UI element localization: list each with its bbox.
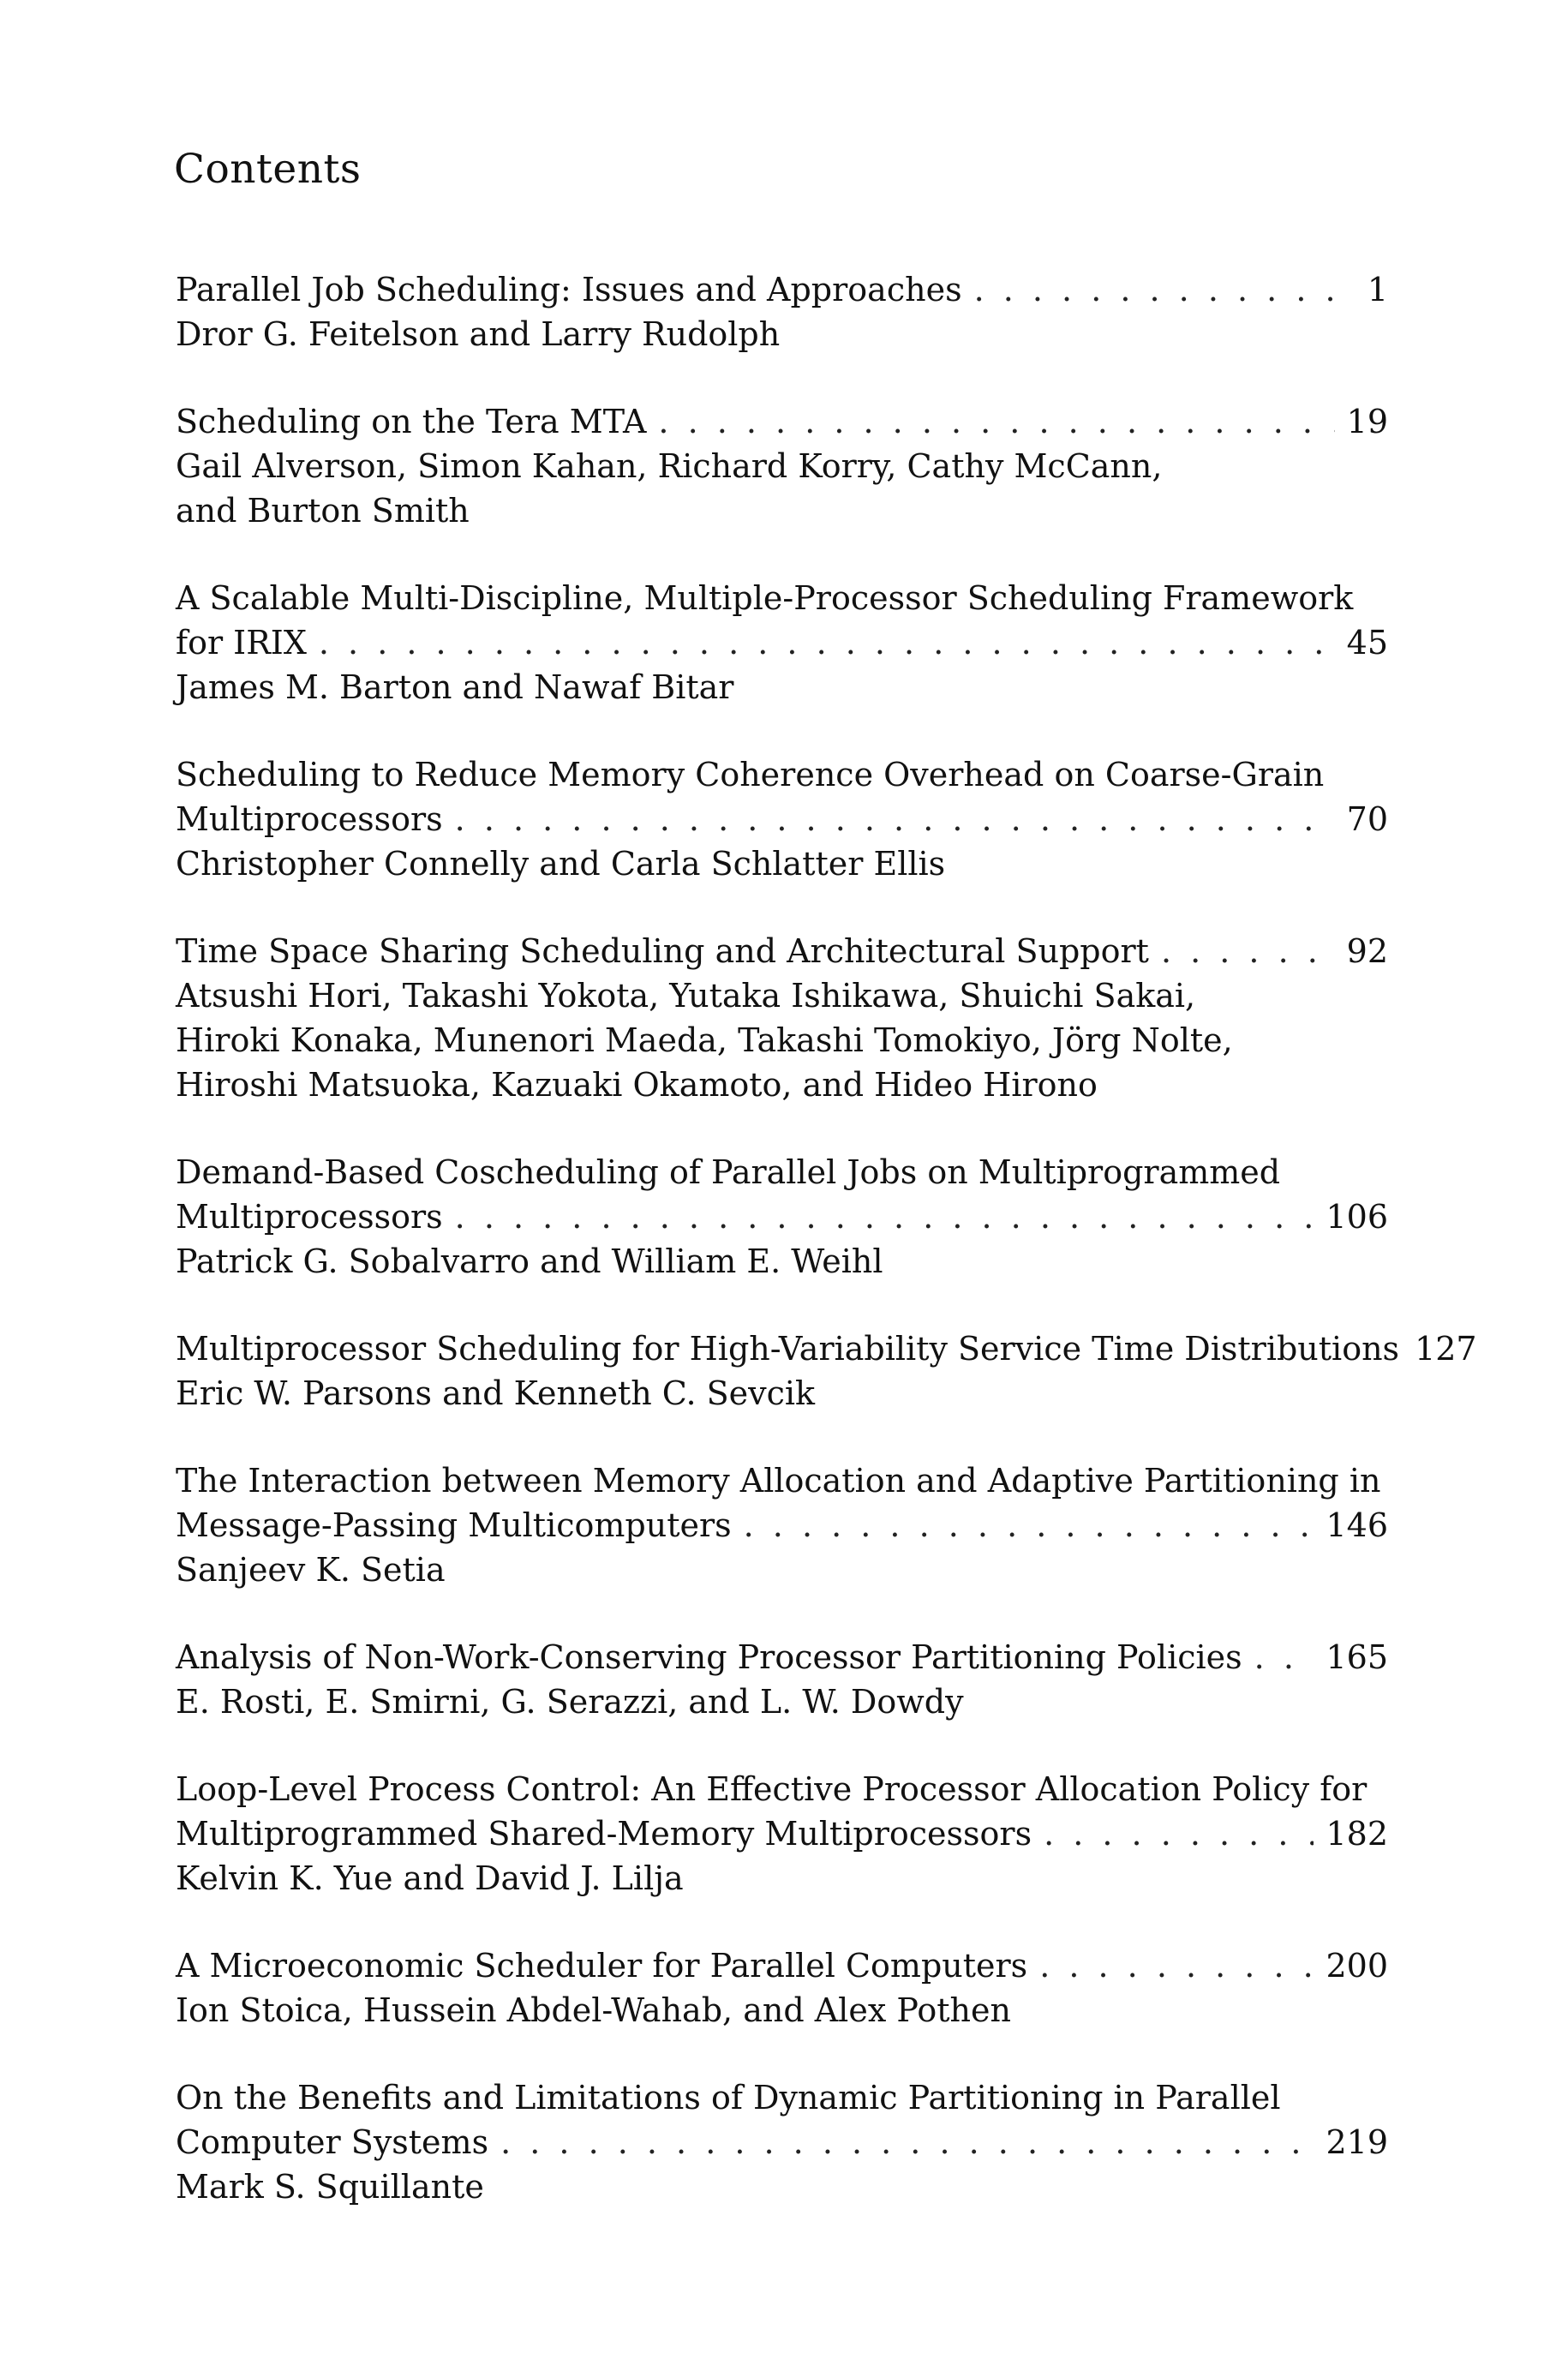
toc-entry-title: Computer Systems (176, 2123, 489, 2161)
toc-page-number: 200 (1326, 1947, 1388, 1985)
toc-entry (176, 399, 1388, 533)
dot-leader (1044, 1811, 1314, 1856)
toc-entry-title: Multiprocessors (176, 1198, 443, 1236)
table-of-contents (176, 267, 1477, 2252)
toc-entry-title: Parallel Job Scheduling: Issues and Approaches (176, 271, 962, 308)
toc-entry (176, 2075, 1388, 2209)
toc-entry (176, 1326, 1477, 1416)
toc-page-number: 219 (1326, 2123, 1388, 2161)
toc-page-number: 45 (1346, 624, 1388, 662)
toc-entry-title: for IRIX (176, 624, 307, 662)
dot-leader (1161, 929, 1335, 973)
dot-leader (1039, 1943, 1314, 1988)
toc-entry-title: Analysis of Non-Work-Conserving Processor Partitioning Policies (176, 1638, 1242, 1676)
toc-entry-title: Multiprocessor Scheduling for High-Variability Service Time Distributions (176, 1330, 1400, 1368)
dot-leader (974, 267, 1356, 312)
toc-title-line (176, 1635, 1388, 1679)
dot-leader (1254, 1635, 1314, 1679)
toc-entry-authors: Hiroki Konaka, Munenori Maeda, Takashi Tomokiyo, Jörg Nolte, (176, 1021, 1233, 1059)
toc-entry (176, 1458, 1388, 1592)
toc-entry (176, 1943, 1388, 2033)
toc-entry-authors: Gail Alverson, Simon Kahan, Richard Korry, Cathy McCann, (176, 447, 1163, 485)
toc-title-line (176, 2120, 1388, 2164)
toc-entry-authors: Kelvin K. Yue and David J. Lilja (176, 1859, 684, 1897)
toc-title-line (176, 1811, 1388, 1856)
toc-entry-title: A Scalable Multi-Discipline, Multiple-Processor Scheduling Framework (176, 579, 1354, 617)
toc-title-line (176, 929, 1388, 973)
toc-title-line (176, 1767, 1388, 1811)
toc-title-line (176, 1503, 1388, 1548)
toc-page-number: 182 (1326, 1815, 1388, 1853)
toc-entry-title: Scheduling on the Tera MTA (176, 403, 647, 440)
toc-entry-title: Multiprogrammed Shared-Memory Multiprocessors (176, 1815, 1032, 1853)
dot-leader (319, 620, 1335, 665)
toc-title-line (176, 1194, 1388, 1239)
toc-entry-title: The Interaction between Memory Allocation and Adaptive Partitioning in (176, 1462, 1381, 1500)
toc-title-line (176, 1150, 1388, 1194)
toc-entry-title: On the Benefits and Limitations of Dynamic Partitioning in Parallel (176, 2079, 1281, 2117)
toc-entry-authors: Ion Stoica, Hussein Abdel-Wahab, and Alex Pothen (176, 1991, 1011, 2029)
dot-leader (455, 1194, 1314, 1239)
toc-entry-authors: Mark S. Squillante (176, 2168, 484, 2206)
toc-title-line (176, 2075, 1388, 2120)
dot-leader (455, 797, 1335, 841)
toc-entry-authors: Sanjeev K. Setia (176, 1551, 446, 1589)
toc-page-number: 127 (1415, 1330, 1477, 1368)
toc-title-line (176, 620, 1388, 665)
toc-title-line (176, 576, 1388, 620)
toc-entry-authors: and Burton Smith (176, 492, 470, 530)
dot-leader (744, 1503, 1314, 1548)
toc-title-line (176, 1943, 1388, 1988)
toc-entry (176, 1635, 1388, 1724)
toc-entry-authors: Eric W. Parsons and Kenneth C. Sevcik (176, 1374, 816, 1412)
toc-title-line (176, 399, 1388, 444)
toc-page-number: 146 (1326, 1506, 1388, 1544)
toc-entry-authors: Christopher Connelly and Carla Schlatter Ellis (176, 845, 946, 883)
toc-entry-title: Multiprocessors (176, 800, 443, 838)
toc-page-number: 19 (1346, 403, 1388, 440)
toc-entry-authors: Dror G. Feitelson and Larry Rudolph (176, 315, 781, 353)
toc-page-number: 165 (1326, 1638, 1388, 1676)
toc-entry-authors: Atsushi Hori, Takashi Yokota, Yutaka Ishikawa, Shuichi Sakai, (176, 977, 1196, 1015)
toc-entry (176, 752, 1388, 886)
toc-page-number: 92 (1346, 932, 1388, 970)
toc-entry (176, 1767, 1388, 1901)
toc-title-line (176, 752, 1388, 797)
toc-page-number: 106 (1326, 1198, 1388, 1236)
toc-title-line (176, 797, 1388, 841)
toc-entry-authors: James M. Barton and Nawaf Bitar (176, 668, 734, 706)
dot-leader (658, 399, 1334, 444)
toc-entry-title: A Microeconomic Scheduler for Parallel Computers (176, 1947, 1028, 1985)
toc-title-line (176, 267, 1388, 312)
toc-entry (176, 1150, 1388, 1284)
toc-entry (176, 267, 1388, 356)
toc-entry-authors: E. Rosti, E. Smirni, G. Serazzi, and L. W. Dowdy (176, 1683, 964, 1721)
dot-leader (500, 2120, 1314, 2164)
page-title: Contents (174, 146, 362, 193)
toc-entry-title: Message-Passing Multicomputers (176, 1506, 732, 1544)
toc-page-number: 70 (1346, 800, 1388, 838)
toc-entry-title: Loop-Level Process Control: An Effective Processor Allocation Policy for (176, 1770, 1368, 1808)
toc-page-number: 1 (1367, 271, 1388, 308)
toc-entry-title: Time Space Sharing Scheduling and Architectural Support (176, 932, 1149, 970)
toc-entry-title: Demand-Based Coscheduling of Parallel Jobs on Multiprogrammed (176, 1153, 1281, 1191)
toc-title-line (176, 1458, 1388, 1503)
toc-entry-authors: Hiroshi Matsuoka, Kazuaki Okamoto, and Hideo Hirono (176, 1066, 1098, 1104)
toc-entry-title: Scheduling to Reduce Memory Coherence Overhead on Coarse-Grain (176, 756, 1325, 793)
toc-title-line (176, 1326, 1477, 1371)
toc-entry-authors: Patrick G. Sobalvarro and William E. Weihl (176, 1242, 883, 1280)
toc-entry (176, 929, 1388, 1107)
toc-entry (176, 576, 1388, 710)
